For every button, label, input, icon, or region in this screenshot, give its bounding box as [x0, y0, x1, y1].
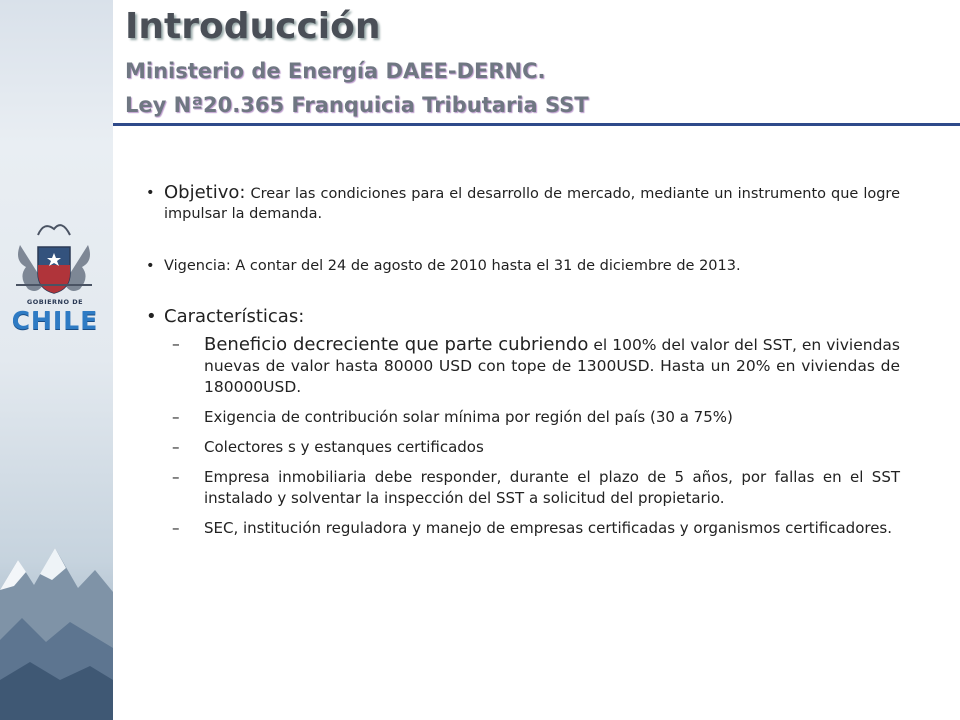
sidebar — [0, 0, 113, 720]
list-item — [170, 518, 900, 539]
beneficio-text: el 100% del valor del SST, en viviendas nuevas de valor hasta 80000 USD con tope de 1300USD. Hasta un 20% en viviendas de 180000USD. — [204, 336, 900, 396]
vigencia-text: Vigencia: A contar del 24 de agosto de 2010 hasta el 31 de diciembre de 2013. — [164, 258, 741, 274]
bullet-vigencia — [148, 256, 900, 276]
exigencia-text: Exigencia de contribución solar mínima por región del país (30 a 75%) — [204, 408, 733, 426]
list-item — [170, 467, 900, 509]
colectores-text: Colectores s y estanques certificados — [204, 438, 484, 456]
page-title: Introducción — [125, 6, 381, 47]
bullet-objetivo — [148, 183, 900, 224]
mountains-image — [0, 530, 113, 720]
bullet-caracteristicas — [148, 306, 900, 328]
caracteristicas-list — [170, 334, 900, 539]
beneficio-lead: Beneficio decreciente que parte cubriendo — [204, 334, 589, 355]
subtitle-ministry: Ministerio de Energía DAEE-DERNC. — [125, 59, 546, 83]
logo-gobierno-label: GOBIERNO DE — [26, 298, 84, 306]
list-item — [170, 334, 900, 398]
sec-text: SEC, institución reguladora y manejo de empresas certificadas y organismos certificadores. — [204, 519, 893, 537]
objetivo-text: Crear las condiciones para el desarrollo de mercado, mediante un instrumento que logre impulsar la demanda. — [164, 186, 900, 222]
objetivo-label: Objetivo: — [164, 182, 246, 203]
list-item — [170, 437, 900, 458]
slide-body — [148, 183, 900, 548]
logo-chile-label: CHILE — [11, 306, 99, 335]
list-item — [170, 407, 900, 428]
title-divider — [113, 123, 960, 126]
subtitle-law: Ley Nª20.365 Franquicia Tributaria SST — [125, 93, 589, 117]
empresa-text: Empresa inmobiliaria debe responder, durante el plazo de 5 años, por fallas en el SST instalado y solventar la inspección del SST a solicitud del propietario. — [204, 468, 900, 507]
caracteristicas-label: Características: — [164, 306, 305, 327]
